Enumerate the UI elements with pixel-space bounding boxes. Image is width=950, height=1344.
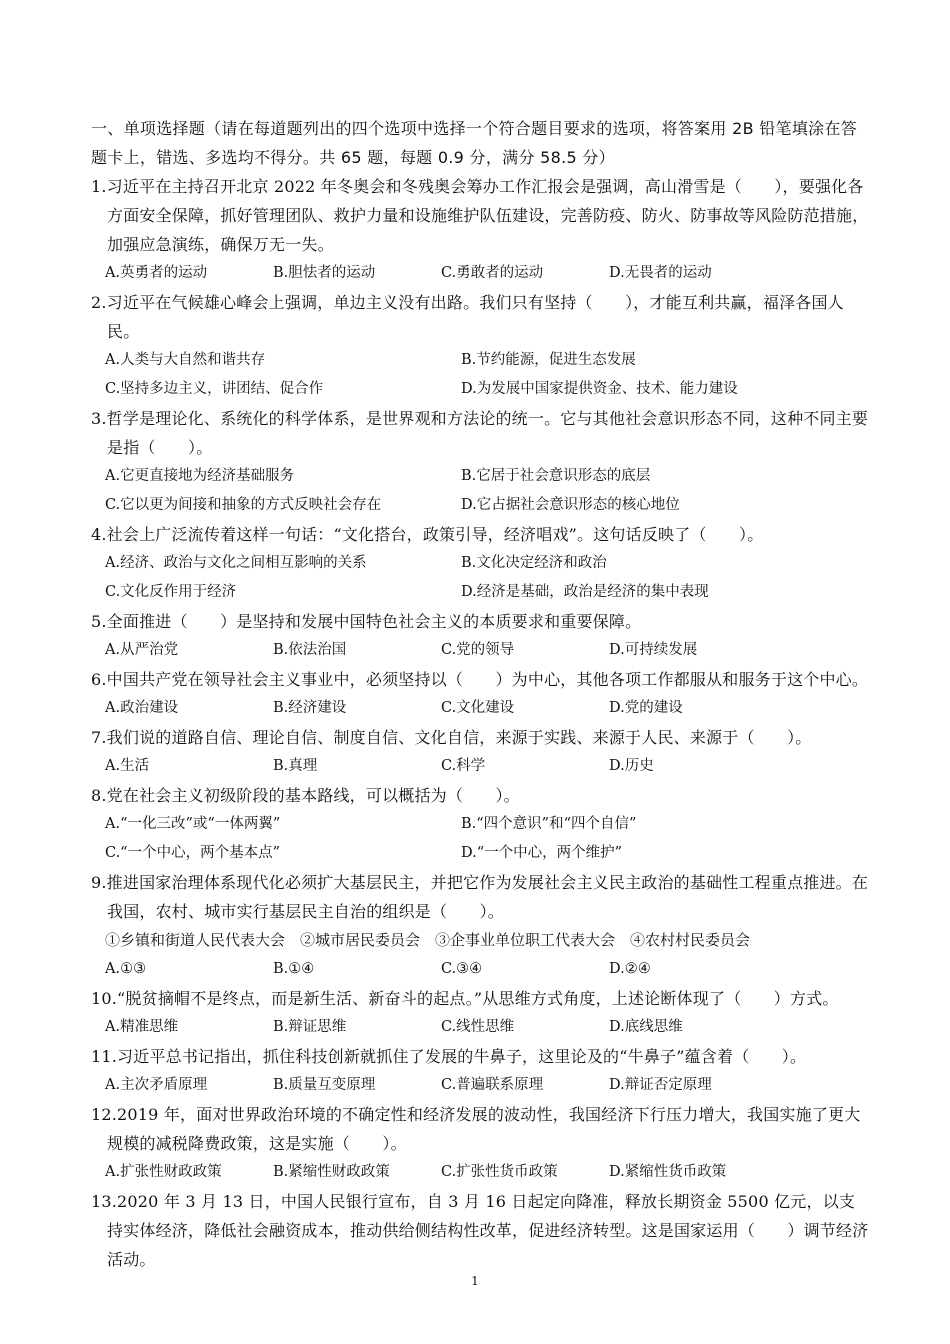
options	[91, 752, 871, 781]
option-b: B.①④	[273, 961, 315, 977]
page-number: 1	[471, 1274, 479, 1288]
option-a: A.生活	[105, 758, 150, 774]
question-11	[91, 1042, 871, 1100]
question-stem: 4.社会上广泛流传着这样一句话：“文化搭台，政策引导，经济唱戏”。这句话反映了（ ）。	[91, 525, 764, 544]
option-d: D.无畏者的运动	[609, 265, 712, 281]
question-7	[91, 723, 871, 781]
option-a: A.从严治党	[105, 642, 179, 658]
question-stem: 6.中国共产党在领导社会主义事业中，必须坚持以（ ）为中心，其他各项工作都服从和服务于这个中心。	[91, 670, 869, 689]
option-d: D.②④	[609, 961, 651, 977]
section-title: 一、单项选择题（请在每道题列出的四个选项中选择一个符合题目要求的选项，将答案用 2B 铅笔填涂在答题卡上，错选、多选均不得分。共 65 题，每题 0.9 分，满分 58.5 分）	[91, 119, 858, 167]
question-stem: 3.哲学是理论化、系统化的科学体系，是世界观和方法论的统一。它与其他社会意识形态不同，这种不同主要是指（ ）。	[91, 409, 869, 457]
option-c: C.③④	[441, 961, 483, 977]
option-d: D.“一个中心，两个维护”	[461, 845, 623, 861]
option-b: B.“四个意识”和“四个自信”	[461, 816, 637, 832]
options	[91, 1158, 871, 1187]
option-c: C.普遍联系原理	[441, 1077, 544, 1093]
option-c: C.勇敢者的运动	[441, 265, 544, 281]
question-stem: 1.习近平在主持召开北京 2022 年冬奥会和冬残奥会筹办工作汇报会是强调，高山滑雪是（ ），要强化各方面安全保障，抓好管理团队、救护力量和设施维护队伍建设，完善防疫、防火、防事故等风险防范措施，加强应急演练，确保万无一失。	[91, 177, 869, 254]
option-c: C.坚持多边主义，讲团结、促合作	[105, 381, 324, 397]
option-a: A.“一化三改”或“一体两翼”	[105, 816, 281, 832]
option-a: A.扩张性财政政策	[105, 1164, 222, 1180]
options	[91, 259, 871, 288]
option-c: C.扩张性货币政策	[441, 1164, 558, 1180]
option-d: D.可持续发展	[609, 642, 698, 658]
option-a: A.①③	[105, 961, 147, 977]
option-a: A.英勇者的运动	[105, 265, 208, 281]
option-b: B.节约能源，促进生态发展	[461, 352, 636, 368]
option-b: B.辩证思维	[273, 1019, 347, 1035]
option-b: B.胆怯者的运动	[273, 265, 376, 281]
option-b: B.经济建设	[273, 700, 347, 716]
question-stem: 5.全面推进（ ）是坚持和发展中国特色社会主义的本质要求和重要保障。	[91, 612, 642, 631]
question-5	[91, 607, 871, 665]
question-10	[91, 984, 871, 1042]
option-a: A.政治建设	[105, 700, 179, 716]
options	[91, 636, 871, 665]
option-b: B.文化决定经济和政治	[461, 555, 607, 571]
option-d: D.紧缩性货币政策	[609, 1164, 727, 1180]
question-2	[91, 288, 871, 404]
statement-list: ①乡镇和街道人民代表大会 ②城市居民委员会 ③企事业单位职工代表大会 ④农村村民委员会	[105, 931, 751, 949]
option-a: A.主次矛盾原理	[105, 1077, 208, 1093]
option-d: D.它占据社会意识形态的核心地位	[461, 497, 680, 513]
question-stem: 9.推进国家治理体系现代化必须扩大基层民主，并把它作为发展社会主义民主政治的基础性工程重点推进。在我国，农村、城市实行基层民主自治的组织是（ ）。	[91, 873, 869, 921]
option-b: B.它居于社会意识形态的底层	[461, 468, 651, 484]
question-stem: 7.我们说的道路自信、理论自信、制度自信、文化自信，来源于实践、来源于人民、来源于（ ）。	[91, 728, 812, 747]
option-d: D.为发展中国家提供资金、技术、能力建设	[461, 381, 738, 397]
question-13	[91, 1187, 871, 1274]
option-a: A.它更直接地为经济基础服务	[105, 468, 295, 484]
option-b: B.真理	[273, 758, 318, 774]
options	[91, 346, 871, 404]
option-c: C.“一个中心，两个基本点”	[105, 845, 281, 861]
question-list	[91, 172, 871, 1274]
option-b: B.紧缩性财政政策	[273, 1164, 390, 1180]
option-b: B.质量互变原理	[273, 1077, 376, 1093]
option-d: D.经济是基础，政治是经济的集中表现	[461, 584, 709, 600]
option-d: D.底线思维	[609, 1019, 683, 1035]
option-d: D.党的建设	[609, 700, 683, 716]
question-6	[91, 665, 871, 723]
question-stem: 13.2020 年 3 月 13 日，中国人民银行宣布，自 3 月 16 日起定向降准，释放长期资金 5500 亿元，以支持实体经济，降低社会融资成本，推动供给侧结构性改革，促进经济转型。这是国家运用（ ）调节经济活动。	[91, 1192, 869, 1269]
options	[91, 694, 871, 723]
option-d: D.历史	[609, 758, 654, 774]
question-9	[91, 868, 871, 984]
question-stem: 2.习近平在气候雄心峰会上强调，单边主义没有出路。我们只有坚持（ ），才能互利共赢，福泽各国人民。	[91, 293, 844, 341]
question-3	[91, 404, 871, 520]
question-stem: 11.习近平总书记指出，抓住科技创新就抓住了发展的牛鼻子，这里论及的“牛鼻子”蕴含着（ ）。	[91, 1047, 807, 1066]
options	[91, 810, 871, 868]
question-1	[91, 172, 871, 288]
question-stem: 12.2019 年，面对世界政治环境的不确定性和经济发展的波动性，我国经济下行压力增大，我国实施了更大规模的减税降费政策，这是实施（ ）。	[91, 1105, 861, 1153]
option-c: C.文化反作用于经济	[105, 584, 237, 600]
options	[91, 1013, 871, 1042]
options	[91, 462, 871, 520]
option-c: C.线性思维	[441, 1019, 515, 1035]
option-a: A.人类与大自然和谐共存	[105, 352, 266, 368]
option-a: A.精准思维	[105, 1019, 179, 1035]
option-c: C.文化建设	[441, 700, 515, 716]
question-stem: 10.“脱贫摘帽不是终点，而是新生活、新奋斗的起点。”从思维方式角度，上述论断体现了（ ）方式。	[91, 989, 839, 1008]
options	[91, 955, 871, 984]
options	[91, 549, 871, 607]
option-c: C.科学	[441, 758, 486, 774]
option-c: C.党的领导	[441, 642, 515, 658]
question-4	[91, 520, 871, 607]
option-b: B.依法治国	[273, 642, 347, 658]
question-8	[91, 781, 871, 868]
question-12	[91, 1100, 871, 1187]
options	[91, 1071, 871, 1100]
option-c: C.它以更为间接和抽象的方式反映社会存在	[105, 497, 382, 513]
option-d: D.辩证否定原理	[609, 1077, 712, 1093]
option-a: A.经济、政治与文化之间相互影响的关系	[105, 555, 367, 571]
question-stem: 8.党在社会主义初级阶段的基本路线，可以概括为（ ）。	[91, 786, 520, 805]
